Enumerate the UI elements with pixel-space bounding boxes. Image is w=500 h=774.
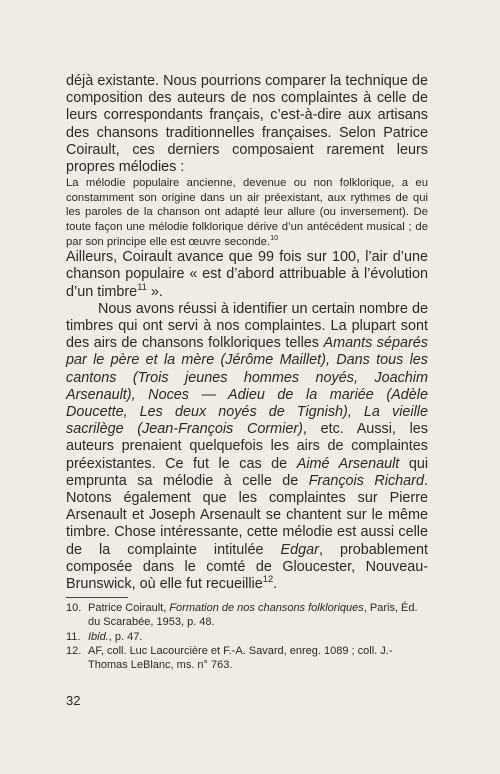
body-text: [66, 73, 428, 593]
footnote-number: 11.: [66, 630, 81, 643]
italic-text: Edgar: [280, 541, 319, 558]
paragraph-1: [66, 73, 428, 176]
footnote-number: 10.: [66, 602, 82, 614]
italic-text: François Richard: [308, 472, 424, 489]
footnote-10: [66, 601, 428, 630]
italic-text: Aimé Arsenault: [296, 455, 400, 472]
text-run: Ailleurs, Coirault avance que 99 fois sur 100, l’air d’une chanson populaire « est d’abord attribuable à l’évolution d’un timbre: [66, 249, 428, 300]
block-quote: [66, 176, 428, 249]
text-run: , Paris, Éd. du Scarabée, 1953, p. 48.: [88, 602, 418, 629]
footnotes: [66, 601, 428, 672]
footnote-text: [88, 644, 428, 673]
text-run: Nous avons réussi à identifier un certain nombre de timbres qui ont servi à nos complaintes. La plupart sont des airs de chansons folkloriques telles: [66, 300, 428, 352]
footnote-text: [88, 601, 428, 630]
page-number: 32: [66, 693, 81, 708]
italic-text: Ibid.: [88, 630, 109, 643]
text-run: Patrice Coirault,: [88, 602, 170, 614]
paragraph-2: [66, 249, 428, 301]
footnote-11: [66, 630, 428, 644]
footnote-ref: 11: [137, 281, 147, 292]
paragraph-3: [66, 301, 428, 593]
italic-text: Formation de nos chansons folkloriques: [169, 602, 364, 614]
footnote-ref: 12: [262, 574, 274, 585]
text-run: La mélodie populaire ancienne, devenue ou non folklorique, a eu constamment son origine dans un air préexistant, aux rythmes de qui les paroles de la chanson ont adapté leur allure (ou inversement). De toute façon une mélodie folklorique dérive d’un antécédent musical ; de par son principe elle est œuvre seconde.: [66, 177, 428, 248]
footnote-12: [66, 644, 428, 673]
text-run: AF, coll. Luc Lacourcière et F.-A. Savard, enreg. 1089 ; coll. J.-Thomas LeBlanc, ms. n° 763.: [88, 644, 393, 672]
footnote-ref: 10: [270, 232, 279, 242]
text-run: , etc. Aussi, les auteurs prenaient quelquefois les airs de complaintes préexistantes. Ce fut le cas de: [66, 421, 428, 472]
text-run: qui emprunta sa mélodie à celle de: [66, 455, 429, 489]
footnote-text: [88, 630, 428, 644]
text-run: , p. 47.: [108, 630, 143, 643]
text-run: . Notons également que les complaintes sur Pierre Arsenault et Joseph Arsenault se chantent sur le même timbre. Chose intéressante, cette mélodie est aussi celle de la complainte intitulée: [66, 472, 428, 558]
text-run: , probablement composée dans le comté de Gloucester, Nouveau-Brunswick, où elle fut recueillie: [66, 541, 428, 593]
footnote-number: 12.: [66, 644, 82, 657]
text-run: déjà existante. Nous pourrions comparer la technique de composition des auteurs de nos complaintes à celle de leurs correspondants français, c’est-à-dire aux artisans des chansons traditionnelles françaises. Selon Patrice Coirault, ces derniers composaient rarement leurs propres mélodies :: [66, 73, 428, 176]
text-run: ».: [146, 283, 163, 300]
text-run: .: [273, 576, 278, 593]
footnote-divider: [66, 597, 128, 598]
italic-text: Amants séparés par le père et la mère (Jérôme Maillet), Dans tous les cantons (Trois jeunes hommes noyés, Joachim Arsenault), Noces — Adieu de la mariée (Adèle Doucette, Les deux noyés de Tignish), La vieille sacrilège (Jean-François Cormier): [66, 335, 429, 438]
